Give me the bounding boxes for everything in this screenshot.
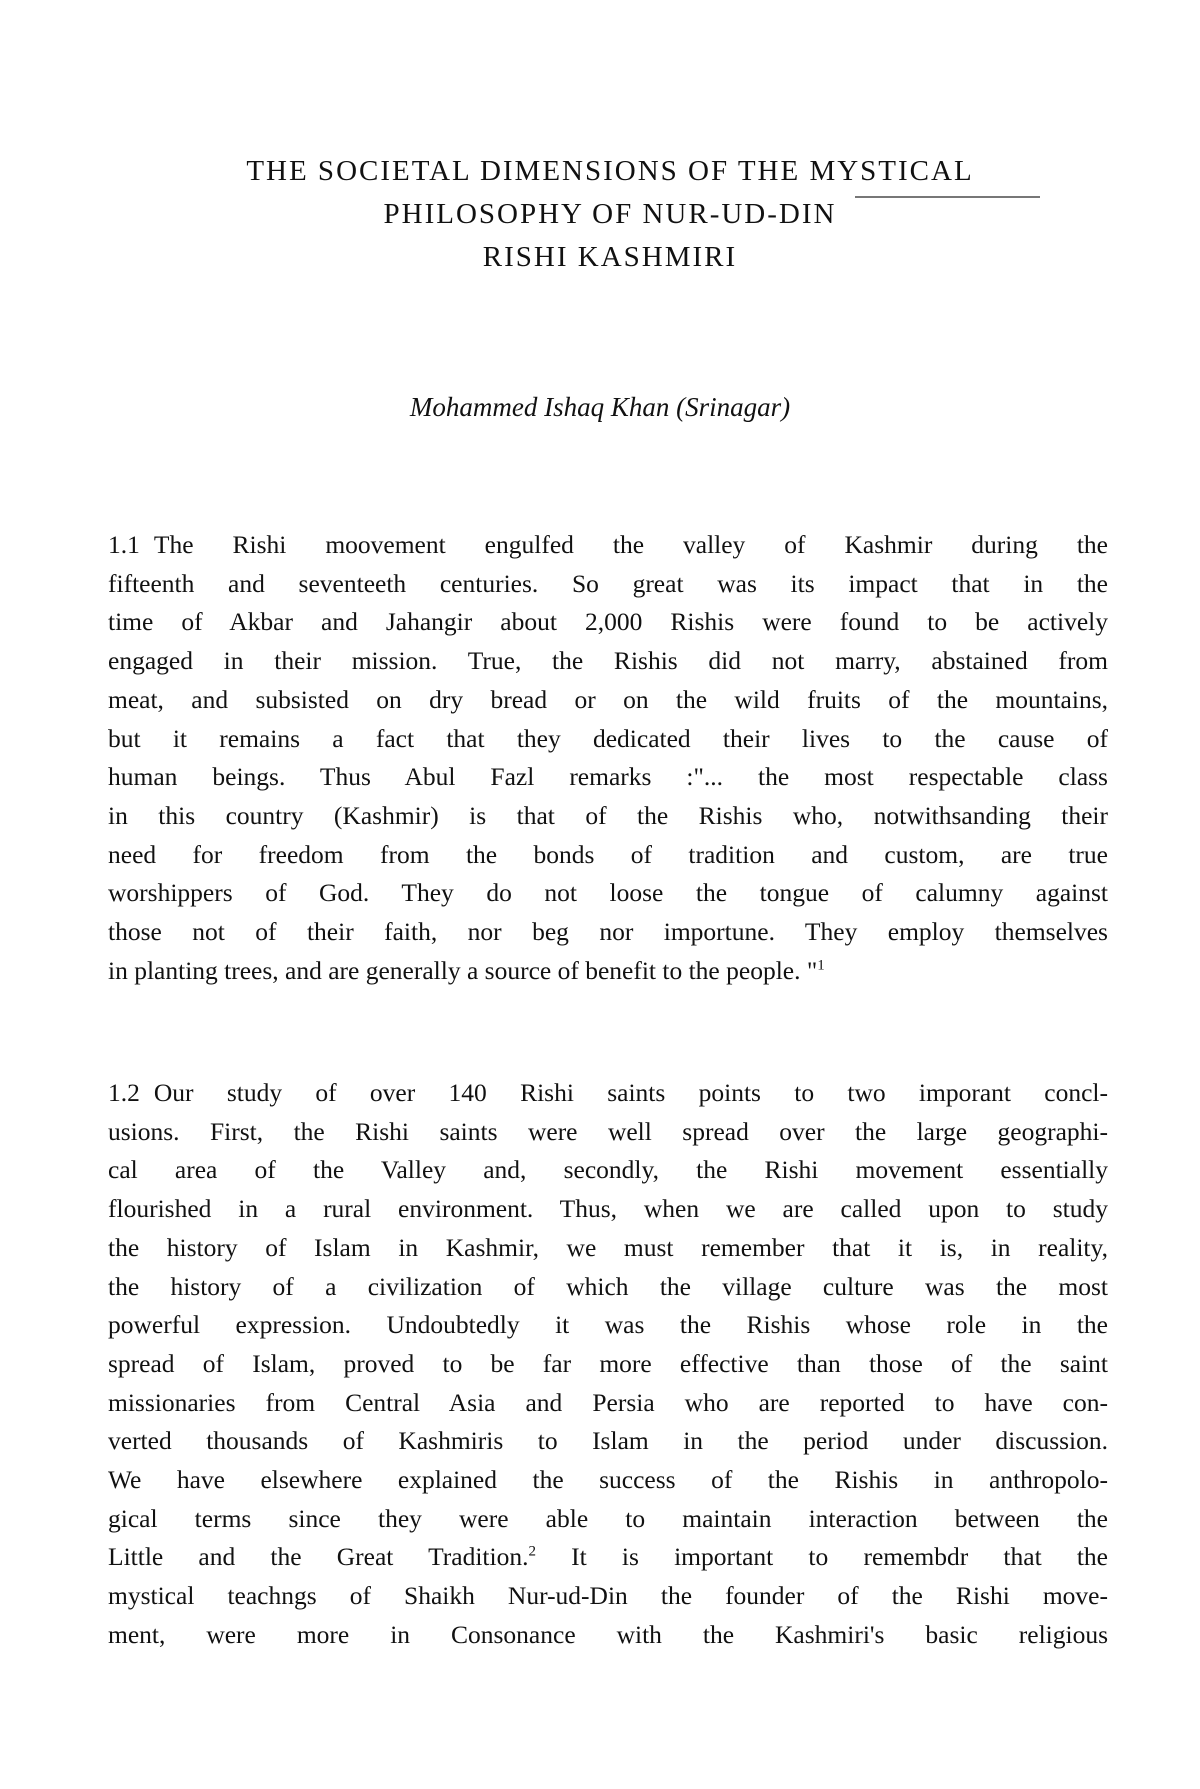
title-line-2: PHILOSOPHY OF NUR-UD-DIN <box>383 198 837 230</box>
paragraph-line: flourished in a rural environment. Thus, when we are called upon to study <box>108 1194 1108 1224</box>
title-line-3: RISHI KASHMIRI <box>482 241 738 273</box>
paragraph-line: verted thousands of Kashmiris to Islam in the period under discussion. <box>108 1426 1108 1456</box>
paragraph-line: powerful expression. Undoubtedly it was the Rishis whose role in the <box>108 1310 1108 1340</box>
paragraph-line: usions. First, the Rishi saints were well spread over the large geographi- <box>108 1116 1108 1146</box>
section-number: 1.1 <box>108 530 140 559</box>
paragraph-line: need for freedom from the bonds of tradition and custom, are true <box>108 839 1108 869</box>
paragraph-line: the history of Islam in Kashmir, we must remember that it is, in reality, <box>108 1232 1108 1262</box>
paragraph-line: worshippers of God. They do not loose the tongue of calumny against <box>108 878 1108 908</box>
section-number: 1.2 <box>108 1078 140 1107</box>
paragraph-line: engaged in their mission. True, the Rishis did not marry, abstained from <box>108 646 1108 676</box>
paragraph-1-1 <box>108 526 1108 990</box>
paragraph-line: gical terms since they were able to maintain interaction between the <box>108 1503 1108 1533</box>
paragraph-line: time of Akbar and Jahangir about 2,000 Rishis were found to be actively <box>108 607 1108 637</box>
title-underline <box>855 196 1040 198</box>
paragraph-line: human beings. Thus Abul Fazl remarks :"... the most respectable class <box>108 762 1108 792</box>
paragraph-line: We have elsewhere explained the success of the Rishis in anthropolo- <box>108 1465 1108 1495</box>
paragraph-line: cal area of the Valley and, secondly, the Rishi movement essentially <box>108 1155 1108 1185</box>
author-byline: Mohammed Ishaq Khan (Srinagar) <box>409 392 791 422</box>
paragraph-line: Little and the Great Tradition.$^2$ It is important to remembdr that the <box>108 1542 1108 1572</box>
footnote-marker: 1 <box>817 957 825 974</box>
paragraph-line: those not of their faith, nor beg nor importune. They employ themselves <box>108 917 1108 947</box>
article-title <box>180 150 1040 279</box>
title-line-1: THE SOCIETAL DIMENSIONS OF THE MYSTICAL <box>246 155 974 187</box>
paragraph-line: fifteenth and seventeeth centuries. So great was its impact that in the <box>108 568 1108 598</box>
paragraph-line: mystical teachngs of Shaikh Nur-ud-Din the founder of the Rishi move- <box>108 1581 1108 1611</box>
paragraph-line: ment, were more in Consonance with the Kashmiri's basic religious <box>108 1619 1108 1649</box>
paragraph-line: spread of Islam, proved to be far more effective than those of the saint <box>108 1348 1108 1378</box>
paragraph-line: the history of a civilization of which the village culture was the most <box>108 1271 1108 1301</box>
paragraph-line: missionaries from Central Asia and Persia who are reported to have con- <box>108 1387 1108 1417</box>
paragraph-line: meat, and subsisted on dry bread or on the wild fruits of the mountains, <box>108 684 1108 714</box>
paragraph-line: in this country (Kashmir) is that of the Rishis who, notwithsanding their <box>108 800 1108 830</box>
paragraph-line: in planting trees, and are generally a source of benefit to the people. "$^1$ <box>108 955 825 985</box>
paragraph-line: 1.2 Our study of over 140 Rishi saints points to two imporant concl- <box>108 1078 1108 1107</box>
paragraph-1-2 <box>108 1074 1108 1655</box>
footnote-marker: 2 <box>528 1543 536 1560</box>
paragraph-line: 1.1 The Rishi moovement engulfed the valley of Kashmir during the <box>108 530 1108 559</box>
paragraph-line: but it remains a fact that they dedicated their lives to the cause of <box>108 723 1108 753</box>
